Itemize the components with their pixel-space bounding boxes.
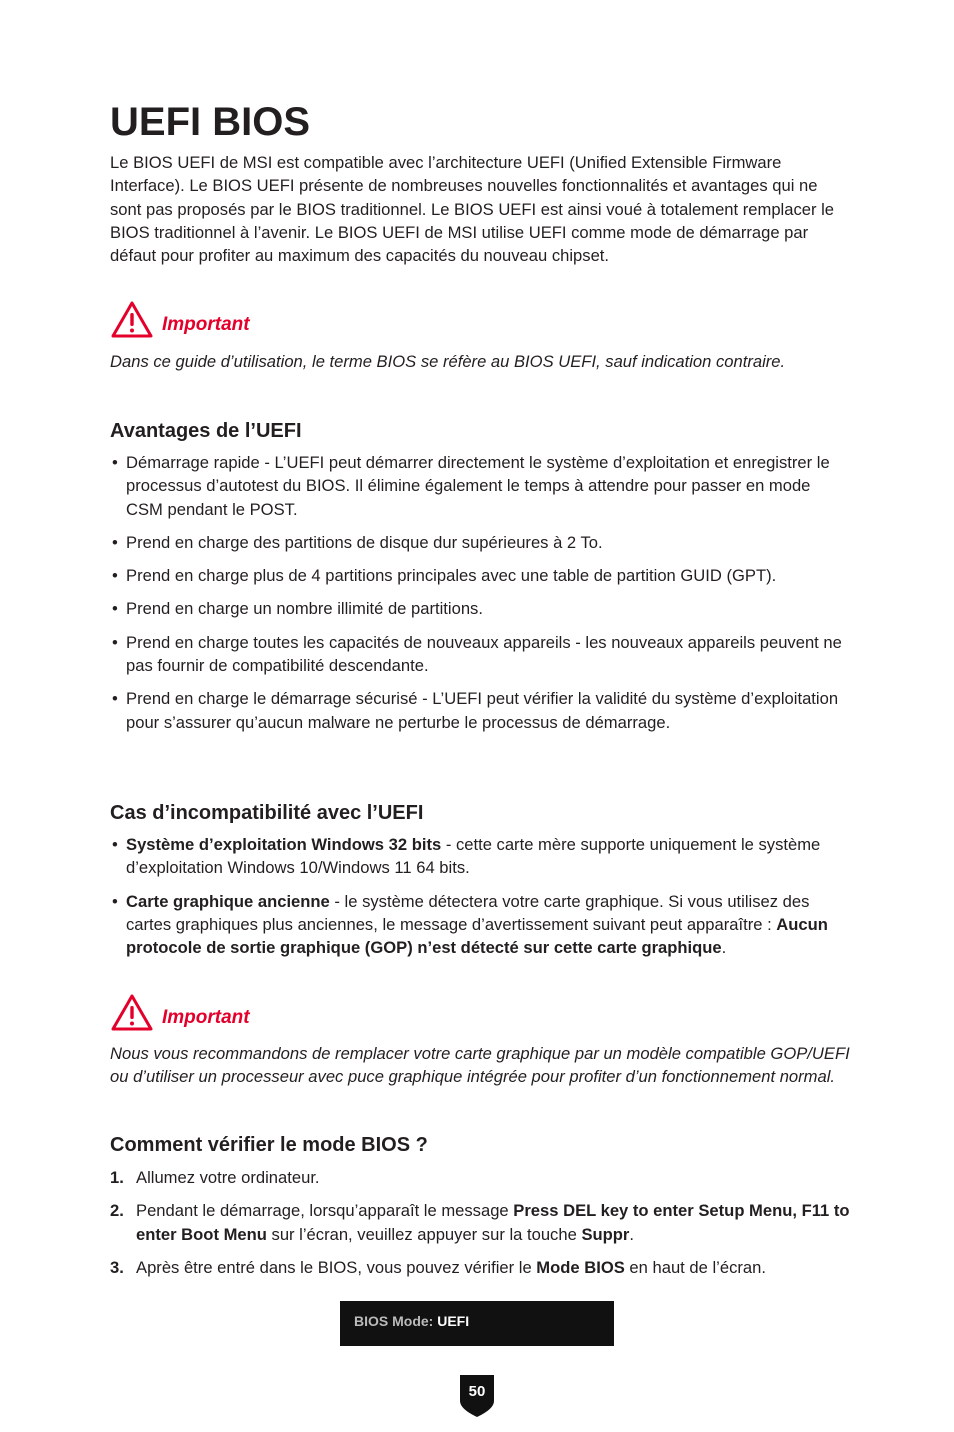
important-header	[110, 300, 850, 340]
list-item: • Carte graphique ancienne - le système détectera votre carte graphique. Si vous utilisez des cartes graphiques plus anciennes, le message d’avertissement suivant peut apparaître : Aucun protocole de sortie graphique (GOP) n’est détecté sur cette carte graphique.	[112, 891, 828, 958]
important-label: Important	[162, 1007, 250, 1028]
important-label: Important	[162, 314, 250, 335]
section-heading-incompat: Cas d’incompatibilité avec l’UEFI	[110, 802, 424, 824]
important-header	[110, 993, 850, 1033]
list-item: • Prend en charge le démarrage sécurisé - L’UEFI peut vérifier la validité du système d’exploitation pour s’assurer qu’aucun malware ne perturbe le processus de démarrage.	[112, 689, 839, 732]
important-note-2	[110, 993, 850, 1033]
advantages-list	[110, 451, 850, 744]
list-item: • Prend en charge plus de 4 partitions principales avec une table de partition GUID (GPT).	[112, 566, 777, 586]
important-note-1	[110, 300, 850, 340]
list-item: • Prend en charge des partitions de disque dur supérieures à 2 To.	[112, 532, 603, 552]
intro-paragraph: Le BIOS UEFI de MSI est compatible avec l’architecture UEFI (Unified Extensible Firmware Interface). Le BIOS UEFI présente de nombreuses nouvelles fonctionnalités et avantages qui ne sont pas proposés par le BIOS traditionnel. Le BIOS UEFI est ainsi voué à totalement remplacer le BIOS traditionnel à l’avenir. Le BIOS UEFI de MSI utilise UEFI comme mode de démarrage par défaut pour profiter au maximum des capacités du nouveau chipset.	[110, 153, 835, 266]
list-item: • Prend en charge un nombre illimité de partitions.	[112, 599, 483, 619]
important-text-1: Dans ce guide d’utilisation, le terme BIOS se réfère au BIOS UEFI, sauf indication contraire.	[110, 352, 786, 371]
step-item: 2. Pendant le démarrage, lorsqu’apparaît le message Press DEL key to enter Setup Menu, F11 to enter Boot Menu sur l’écran, veuillez appuyer sur la touche Suppr.	[110, 1201, 850, 1244]
bios-mode-label: BIOS Mode: UEFI	[354, 1313, 470, 1329]
section-heading-check: Comment vérifier le mode BIOS ?	[110, 1134, 428, 1156]
warning-icon	[110, 300, 154, 340]
page-number-badge	[457, 1371, 497, 1419]
list-item: • Système d’exploitation Windows 32 bits - cette carte mère supporte uniquement le système d’exploitation Windows 10/Windows 11 64 bits.	[112, 835, 821, 878]
page-number: 50	[468, 1383, 486, 1400]
warning-icon	[110, 993, 154, 1033]
check-steps-list	[110, 1166, 850, 1289]
section-heading-advantages: Avantages de l’UEFI	[110, 420, 302, 442]
bios-mode-screenshot	[340, 1301, 614, 1346]
bios-mode-value: UEFI	[437, 1313, 470, 1329]
step-item: 1. Allumez votre ordinateur.	[110, 1168, 320, 1187]
important-text-2: Nous vous recommandons de remplacer votre carte graphique par un modèle compatible GOP/UEFI ou d’utiliser un processeur avec puce graphique intégrée pour profiter d’un fonctionnement normal.	[110, 1044, 850, 1087]
step-item: 3. Après être entré dans le BIOS, vous pouvez vérifier le Mode BIOS en haut de l’écran.	[110, 1257, 766, 1277]
list-item: • Prend en charge toutes les capacités de nouveaux appareils - les nouveaux appareils peuvent ne pas fournir de compatibilité descendante.	[112, 632, 842, 676]
list-item: • Démarrage rapide - L’UEFI peut démarrer directement le système d’exploitation et enregistrer le processus d’autotest du BIOS. Il élimine également le temps à attendre pour passer en mode CSM pendant le POST.	[112, 453, 830, 519]
page-title: UEFI BIOS	[110, 100, 311, 144]
incompat-list	[110, 833, 850, 969]
